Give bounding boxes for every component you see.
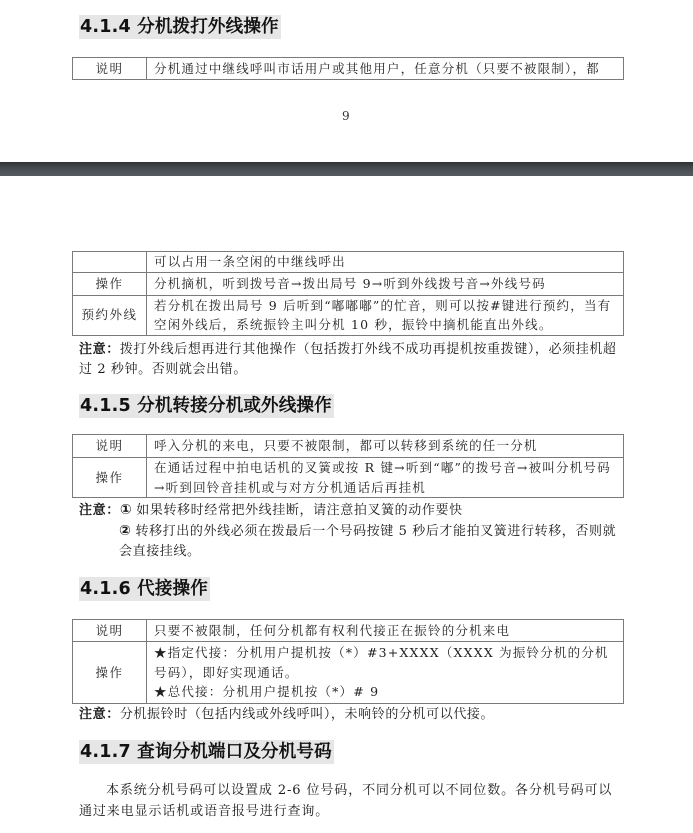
row-content: 呼入分机的来电，只要不被限制，都可以转移到系统的任一分机: [147, 435, 624, 458]
note-item-text: 如果转移时经常把外线挂断，请注意拍叉簧的动作要快: [136, 503, 463, 518]
table-call-pickup: [72, 619, 624, 704]
row-label: 操作: [73, 642, 147, 704]
row-content: [147, 642, 624, 704]
note-label: 注意：: [79, 707, 120, 722]
note-item-number: ②: [119, 523, 132, 539]
directed-pickup-instruction: ★指定代接：分机用户提机按（*）#3+XXXX（XXXX 为振铃分机的分机号码），即好实现通话。: [154, 645, 609, 680]
row-label: 操作: [73, 458, 147, 498]
note-outgoing-call: [79, 340, 624, 380]
note-item-text: 转移打出的外线必须在拨最后一个号码按键 5 秒后才能拍叉簧进行转移，否则就会直接挂线。: [119, 524, 617, 559]
table-row: [73, 58, 624, 80]
row-content: 分机通过中继线呼叫市话用户或其他用户，任意分机（只要不被限制），都: [147, 58, 624, 80]
row-label: 预约外线: [73, 295, 147, 335]
table-row: [73, 435, 624, 458]
row-label: 说明: [73, 620, 147, 642]
note-call-pickup: [79, 705, 624, 725]
table-outgoing-call-continued: [72, 251, 624, 336]
table-call-transfer: [72, 434, 624, 498]
row-label: 操作: [73, 272, 147, 295]
table-row: [73, 252, 624, 273]
section-heading-4-1-5: 4.1.5 分机转接分机或外线操作: [80, 396, 332, 416]
note-call-transfer: [79, 500, 624, 562]
note-label: 注意：: [79, 342, 120, 357]
table-row: [73, 642, 624, 704]
page-separator: [0, 162, 693, 176]
row-content: 只要不被限制，任何分机都有权利代接正在振铃的分机来电: [147, 620, 624, 642]
note-text: 分机振铃时（包括内线或外线呼叫），未响铃的分机可以代接。: [119, 707, 495, 722]
section-heading-4-1-6: 4.1.6 代接操作: [80, 579, 208, 599]
row-content: 分机摘机，听到拨号音→拨出局号 9→听到外线拨号音→外线号码: [147, 272, 624, 295]
table-row: [73, 458, 624, 498]
note-item-2: [79, 521, 624, 562]
note-text: 拨打外线后想再进行其他操作（包括拨打外线不成功再提机按重拨键），必须挂机超过 2 秒钟。否则就会出错。: [79, 342, 617, 377]
row-label: 说明: [73, 58, 147, 80]
row-label: 说明: [73, 435, 147, 458]
document-page-9: [0, 0, 693, 162]
section-heading-4-1-4: 4.1.4 分机拨打外线操作: [80, 17, 279, 37]
group-pickup-instruction: ★总代接：分机用户提机按（*）# 9: [154, 684, 380, 700]
table-row: [73, 272, 624, 295]
row-content: 可以占用一条空闲的中继线呼出: [147, 252, 624, 273]
table-row: [73, 295, 624, 335]
note-item-number: ①: [119, 502, 133, 518]
table-row: [73, 620, 624, 642]
row-label: [73, 252, 147, 273]
table-outgoing-call: [72, 57, 624, 80]
page-number: 9: [342, 109, 350, 123]
note-label: 注意：: [79, 503, 120, 518]
row-content: 若分机在拨出局号 9 后听到“嘟嘟嘟”的忙音，则可以按#键进行预约，当有空闲外线后，系统振铃主叫分机 10 秒，振铃中摘机能直出外线。: [147, 295, 624, 335]
paragraph-extension-query: 本系统分机号码可以设置成 2-6 位号码，不同分机可以不同位数。各分机号码可以通过来电显示话机或语音报号进行查询。: [79, 783, 613, 819]
row-content: 在通话过程中拍电话机的叉簧或按 R 键→听到“嘟”的拨号音→被叫分机号码→听到回铃音挂机或与对方分机通话后再挂机: [147, 458, 624, 498]
section-heading-4-1-7: 4.1.7 查询分机端口及分机号码: [80, 742, 332, 762]
